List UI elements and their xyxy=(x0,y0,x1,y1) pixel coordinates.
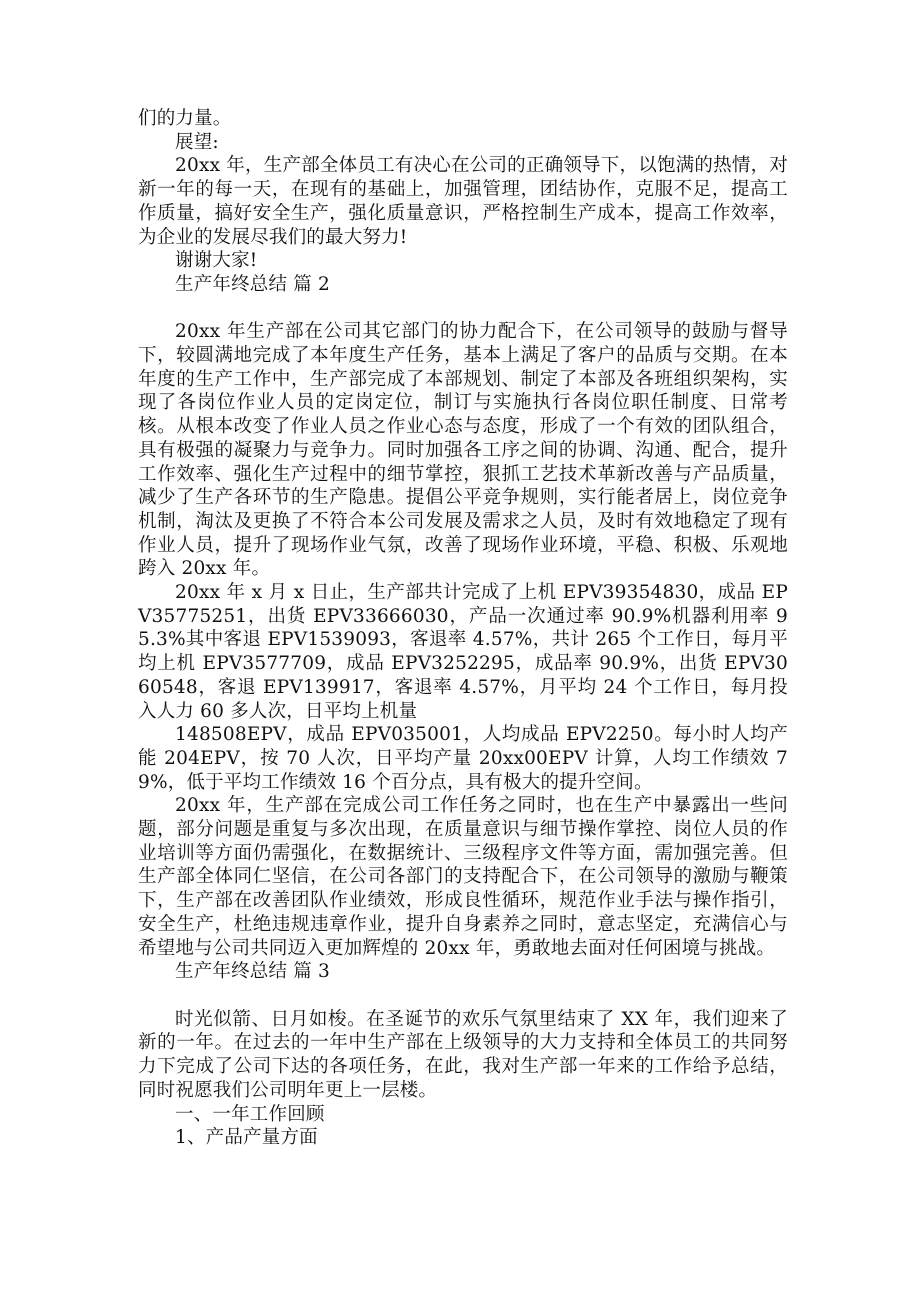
paragraph-problems: 20xx 年，生产部在完成公司工作任务之同时，也在生产中暴露出一些问题，部分问题是重复与多次出现，在质量意识与细节操作掌控、岗位人员的作业培训等方面仍需强化，在数据统计、三级程序文件等方面，需加强完善。但生产部全体同仁坚信，在公司各部门的支持配合下，在公司领导的激励与鞭策下，生产部在改善团队作业绩效，形成良性循环，规范作业手法与操作指引，安全生产，杜绝违规违章作业，提升自身素养之同时，意志坚定，充满信心与希望地与公司共同迈入更加辉煌的 20xx 年，勇敢地去面对任何困境与挑战。 xyxy=(138,795,788,959)
heading-outlook: 展望: xyxy=(175,131,219,153)
section-title-3: 生产年终总结 篇 3 xyxy=(175,961,331,983)
paragraph-intro-3: 时光似箭、日月如梭。在圣诞节的欢乐气氛里结束了 XX 年，我们迎来了新的一年。在过去的一年中生产部在上级领导的大力支持和全体员工的共同努力下完成了公司下达的各项任务，在此，我对生产部一年来的工作给予总结，同时祝愿我们公司明年更上一层楼。 xyxy=(138,1008,788,1101)
paragraph-statistics: 20xx 年 x 月 x 日止，生产部共计完成了上机 EPV39354830，成品 EPV35775251，出货 EPV33666030，产品一次通过率 90.9%机器利用率 95.3%其中客退 EPV1539093，客退率 4.57%，共计 265 个工作日，每月平均上机 EPV3577709，成品 EPV3252295，成品率 90.9%，出货 EPV3060548，客退 EPV139917，客退率 4.57%，月平均 24 个工作日，每月投入人力 60 多人次，日平均上机量 xyxy=(138,582,788,722)
section-title-2: 生产年终总结 篇 2 xyxy=(175,273,331,295)
paragraph-continuation: 们的力量。 xyxy=(138,108,232,129)
heading-output: 1、产品产量方面 xyxy=(175,1127,318,1149)
paragraph-summary-2: 20xx 年生产部在公司其它部门的协力配合下，在公司领导的鼓励与督导下，较圆满地完成了本年度生产任务，基本上满足了客户的品质与交期。在本年度的生产工作中，生产部完成了本部规划、制定了本部及各班组织架构，实现了各岗位作业人员的定岗定位，制订与实施执行各岗位职任制度、日常考核。从根本改变了作业人员之作业心态与态度，形成了一个有效的团队组合，具有极强的凝聚力与竞争力。同时加强各工序之间的协调、沟通、配合，提升工作效率、强化生产过程中的细节掌控，狠抓工艺技术革新改善与产品质量，减少了生产各环节的生产隐患。提倡公平竞争规则，实行能者居上，岗位竞争机制，淘汰及更换了不符合本公司发展及需求之人员，及时有效地稳定了现有作业人员，提升了现场作业气氛，改善了现场作业环境，平稳、积极、乐观地跨入 20xx 年。 xyxy=(138,321,788,580)
blank-line xyxy=(138,297,788,321)
heading-review: 一、一年工作回顾 xyxy=(175,1103,325,1125)
paragraph-productivity: 148508EPV，成品 EPV035001，人均成品 EPV2250。每小时人均产能 204EPV，按 70 人次，日平均产量 20xx00EPV 计算，人均工作绩效 79%，低于平均工作绩效 16 个百分点，具有极大的提升空间。 xyxy=(138,724,788,793)
document-body xyxy=(138,107,788,1150)
blank-line xyxy=(138,984,788,1008)
paragraph-outlook: 20xx 年，生产部全体员工有决心在公司的正确领导下，以饱满的热情，对新一年的每一天，在现有的基础上，加强管理，团结协作，克服不足，提高工作质量，搞好安全生产，强化质量意识，严格控制生产成本，提高工作效率，为企业的发展尽我们的最大努力! xyxy=(138,155,788,248)
paragraph-thanks: 谢谢大家! xyxy=(175,250,258,272)
